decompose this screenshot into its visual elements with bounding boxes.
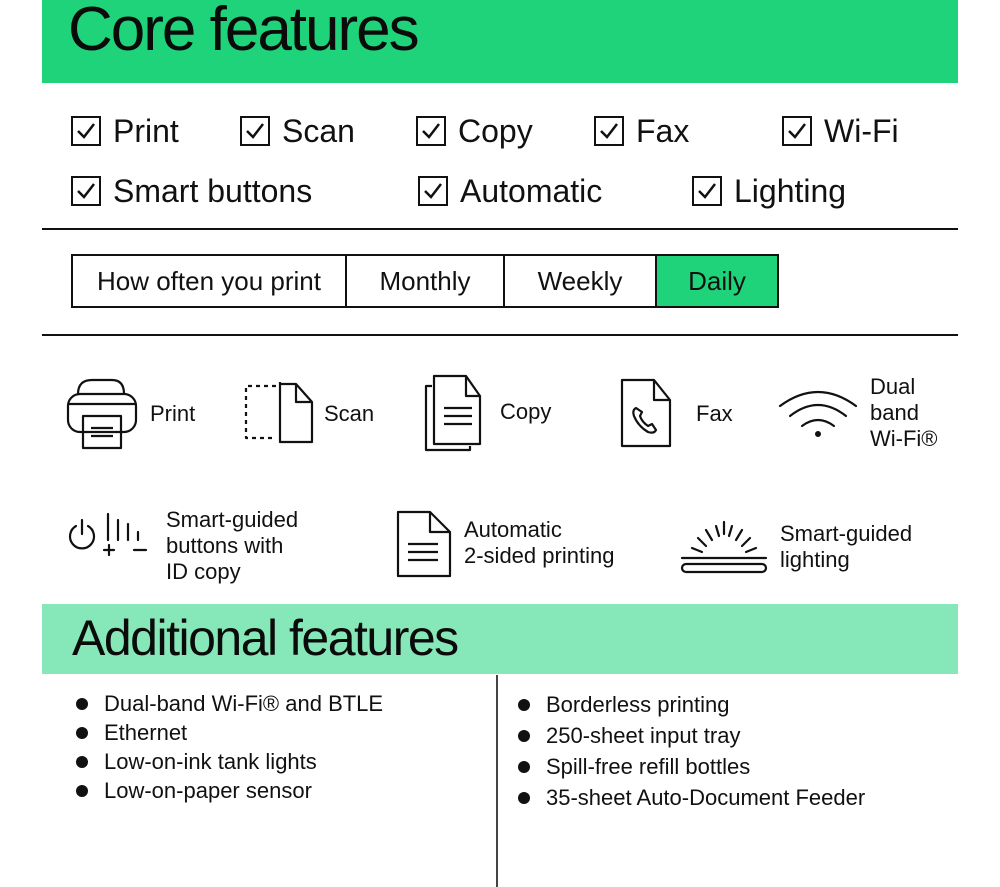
check-item-print	[71, 113, 179, 149]
divider	[42, 334, 958, 336]
check-item-automatic	[418, 173, 602, 209]
smart-buttons-icon	[66, 510, 152, 560]
frequency-label: How often you print	[73, 256, 347, 306]
additional-features-title: Additional features	[72, 610, 458, 666]
feature-label-smart-buttons: Smart-guided buttons with ID copy	[166, 507, 299, 584]
check-label: Print	[113, 113, 179, 149]
list-item: 250-sheet input tray	[518, 720, 865, 751]
check-label: Automatic	[460, 173, 603, 209]
check-item-smart-buttons	[71, 173, 312, 209]
check-label: Copy	[458, 113, 533, 149]
feature-label-fax: Fax	[696, 401, 733, 426]
bullet-icon	[76, 785, 88, 797]
copy-icon	[420, 372, 500, 452]
checkbox-checked-icon	[416, 116, 446, 146]
feature-label-scan: Scan	[324, 401, 375, 426]
fax-icon	[612, 376, 692, 456]
column-divider	[496, 675, 498, 887]
bullet-icon	[76, 756, 88, 768]
list-item: Spill-free refill bottles	[518, 751, 865, 782]
additional-list-left	[76, 689, 383, 805]
bullet-icon	[518, 730, 530, 742]
scan-icon	[240, 374, 320, 454]
checkbox-checked-icon	[240, 116, 270, 146]
check-item-wifi	[782, 113, 899, 149]
list-item: Borderless printing	[518, 689, 865, 720]
check-label: Scan	[282, 113, 355, 149]
list-item: Low-on-ink tank lights	[76, 747, 383, 776]
bullet-icon	[518, 699, 530, 711]
checkbox-checked-icon	[594, 116, 624, 146]
feature-label-copy: Copy	[500, 399, 552, 424]
printer-icon	[62, 374, 142, 454]
feature-label-wifi: Dual band Wi-Fi®	[870, 374, 938, 451]
frequency-option-weekly[interactable]: Weekly	[505, 256, 657, 306]
frequency-option-monthly[interactable]: Monthly	[347, 256, 505, 306]
list-item: Ethernet	[76, 718, 383, 747]
checkbox-checked-icon	[692, 176, 722, 206]
divider	[42, 228, 958, 230]
print-frequency-selector	[71, 254, 779, 308]
bullet-icon	[518, 792, 530, 804]
checkbox-checked-icon	[418, 176, 448, 206]
checkbox-checked-icon	[71, 116, 101, 146]
document-icon	[394, 508, 454, 580]
checkbox-checked-icon	[71, 176, 101, 206]
feature-label-lighting: Smart-guided lighting	[780, 521, 913, 572]
feature-label-automatic: Automatic 2-sided printing	[464, 517, 615, 568]
list-item: Low-on-paper sensor	[76, 776, 383, 805]
frequency-option-daily[interactable]: Daily	[657, 256, 777, 306]
list-item: 35-sheet Auto-Document Feeder	[518, 782, 865, 813]
bullet-icon	[76, 727, 88, 739]
additional-list-right	[518, 689, 865, 813]
checkbox-checked-icon	[782, 116, 812, 146]
check-item-lighting	[692, 173, 846, 209]
check-item-scan	[240, 113, 355, 149]
core-features-title: Core features	[68, 0, 418, 64]
check-item-copy	[416, 113, 533, 149]
check-label: Wi-Fi	[824, 113, 899, 149]
check-item-fax	[594, 113, 689, 149]
lighting-icon	[678, 520, 770, 576]
bullet-icon	[76, 698, 88, 710]
check-label: Fax	[636, 113, 690, 149]
wifi-icon	[778, 374, 858, 454]
check-label: Smart buttons	[113, 173, 313, 209]
feature-label-print: Print	[150, 401, 196, 426]
bullet-icon	[518, 761, 530, 773]
check-label: Lighting	[734, 173, 847, 209]
list-item: Dual-band Wi-Fi® and BTLE	[76, 689, 383, 718]
